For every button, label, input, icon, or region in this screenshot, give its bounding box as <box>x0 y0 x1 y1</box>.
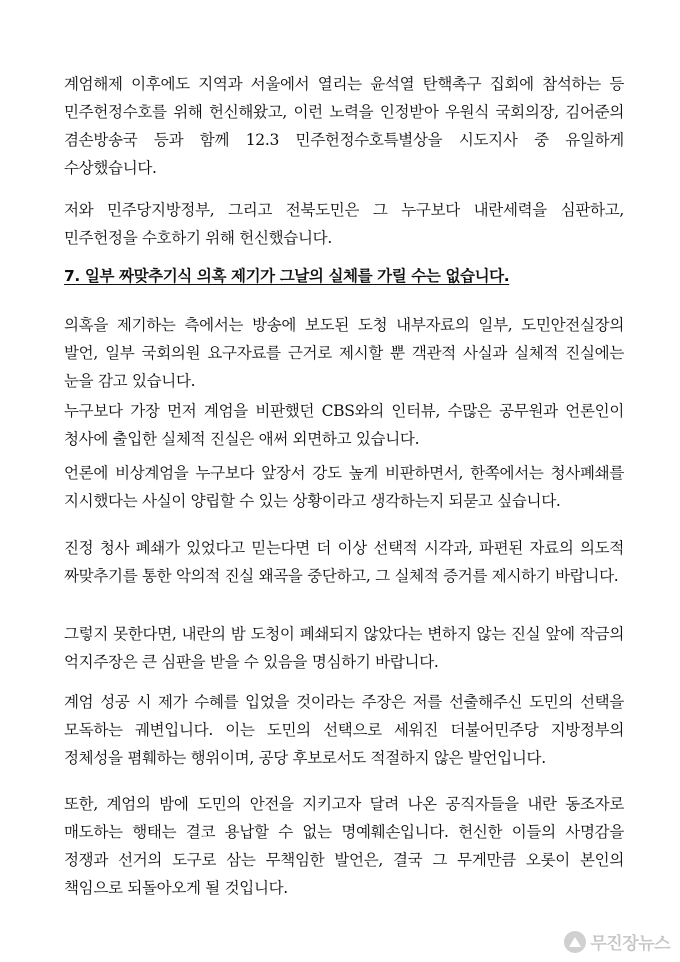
paragraph-6: 진정 청사 폐쇄가 있었다고 믿는다면 더 이상 선택적 시각과, 파편된 자료의 의도적 짜맞추기를 통한 악의적 진실 왜곡을 중단하고, 그 실체적 증거를 제시하기 바랍니다. <box>64 539 624 585</box>
watermark-text: 무진장뉴스 <box>590 934 670 954</box>
paragraph-9: 또한, 계엄의 밤에 도민의 안전을 지키고자 달려 나온 공직자들을 내란 동조자로 매도하는 행태는 결코 용납할 수 없는 명예훼손입니다. 헌신한 이들의 사명감을 정쟁과 선거의 도구로 삼는 무책임한 발언은, 결국 그 무게만큼 오롯이 본인의 책임으로 되돌아오게 될 것입니다. <box>64 795 624 897</box>
paragraph-2: 저와 민주당지방정부, 그리고 전북도민은 그 누구보다 내란세력을 심판하고, 민주헌정을 수호하기 위해 헌신했습니다. <box>64 201 624 247</box>
paragraph-8: 계엄 성공 시 제가 수혜를 입었을 것이라는 주장은 저를 선출해주신 도민의 선택을 모독하는 궤변입니다. 이는 도민의 선택으로 세워진 더불어민주당 지방정부의 정체성을 폄훼하는 행위이며, 공당 후보로서도 적절하지 않은 발언입니다. <box>64 693 624 767</box>
watermark <box>564 929 670 954</box>
paragraph-4: 누구보다 가장 먼저 계엄을 비판했던 CBS와의 인터뷰, 수많은 공무원과 언론인이 청사에 출입한 실체적 진실은 애써 외면하고 있습니다. <box>64 402 624 448</box>
section-heading: 7. 일부 짜맞추기식 의혹 제기가 그날의 실체를 가릴 수는 없습니다. <box>64 267 510 285</box>
paragraph-5: 언론에 비상계엄을 누구보다 앞장서 강도 높게 비판하면서, 한쪽에서는 청사폐쇄를 지시했다는 사실이 양립할 수 있는 상황이라고 생각하는지 되묻고 싶습니다. <box>64 464 624 510</box>
mountain-logo-icon <box>564 931 586 953</box>
paragraph-7: 그렇지 못한다면, 내란의 밤 도청이 폐쇄되지 않았다는 변하지 않는 진실 앞에 작금의 억지주장은 큰 심판을 받을 수 있음을 명심하기 바랍니다. <box>64 625 624 671</box>
paragraph-3: 의혹을 제기하는 측에서는 방송에 보도된 도청 내부자료의 일부, 도민안전실장의 발언, 일부 국회의원 요구자료를 근거로 제시할 뿐 객관적 사실과 실체적 진실에는 눈을 감고 있습니다. <box>64 316 624 390</box>
paragraph-1: 계엄해제 이후에도 지역과 서울에서 열리는 윤석열 탄핵촉구 집회에 참석하는 등 민주헌정수호를 위해 헌신해왔고, 이런 노력을 인정받아 우원식 국회의장, 김어준의 겸손방송국 등과 함께 12.3 민주헌정수호특별상을 시도지사 중 유일하게 수상했습니다. <box>64 75 624 177</box>
